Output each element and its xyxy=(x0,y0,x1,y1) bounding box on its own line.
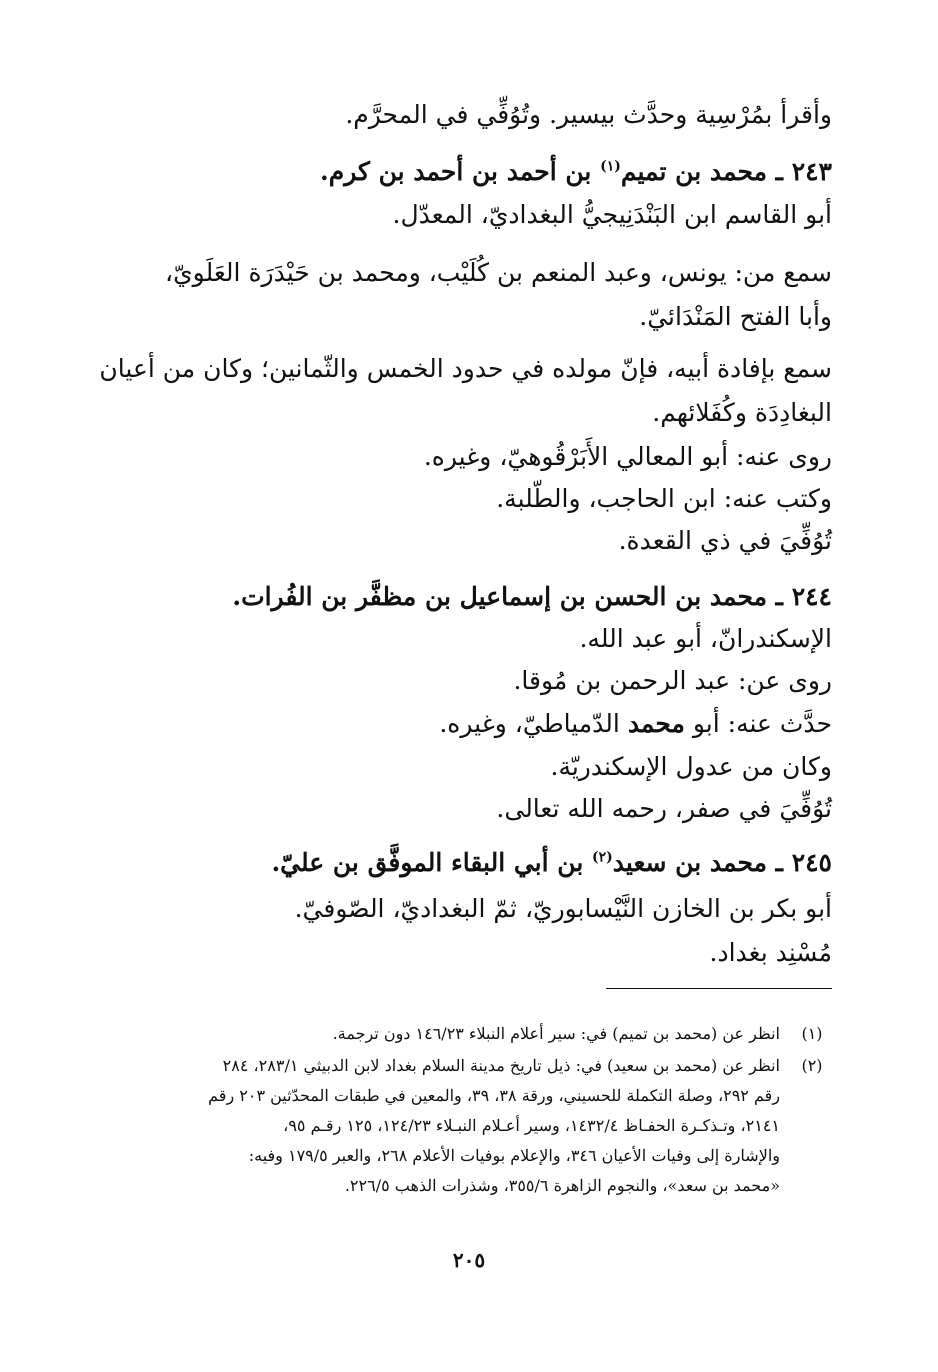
text-line: وكتب عنه: ابن الحاجب، والطّلبة. xyxy=(496,484,832,513)
footnote-ref[interactable]: (٢) xyxy=(592,849,613,866)
text-line: أبو القاسم ابن البَنْدَنِيجيُّ البغداديّ، المعدّل. xyxy=(392,200,832,229)
footnote-ref[interactable]: (١) xyxy=(600,158,621,175)
text-line: تُوُفِّيَ في ذي القعدة. xyxy=(618,526,832,555)
footnote-text: والإشارة إلى وفيات الأعيان ٣٤٦، والإعلام بوفيات الأعلام ٢٦٨، والعبر ١٧٩/٥ وفيه: xyxy=(248,1146,780,1165)
footnote-text: «محمد بن سعد»، والنجوم الزاهرة ٣٥٥/٦، وشذرات الذهب ٢٢٦/٥. xyxy=(344,1176,780,1195)
text-line: وأقرأ بمُرْسِية وحدَّث بيسير. وتُوُفِّي في المحرَّم. xyxy=(345,100,832,129)
entry-heading-244: ٢٤٤ ـ محمد بن الحسن بن إسماعيل بن مظفَّر بن الفُرات. xyxy=(232,582,832,611)
entry-title: ٢٤٥ ـ محمد بن سعيد xyxy=(612,848,832,877)
text-line: روى عنه: أبو المعالي الأَبَرْقُوهيّ، وغيره. xyxy=(423,442,832,471)
text-segment: الدّمياطيّ، وغيره. xyxy=(439,709,620,738)
text-line xyxy=(106,707,832,741)
text-line: وكان من عدول الإسكندريّة. xyxy=(550,752,832,781)
footnote-text: انظر عن (محمد بن تميم) في: سير أعلام النبلاء ١٤٦/٢٣ دون ترجمة. xyxy=(332,1024,780,1043)
text-line: البغادِدَة وكُفَلائهم. xyxy=(652,398,832,427)
text-segment-bold: محمد xyxy=(627,709,685,738)
text-line: روى عن: عبد الرحمن بن مُوقا. xyxy=(513,666,832,695)
footnote-text: رقم ٢٩٢، وصلة التكملة للحسيني، ورقة ٣٨، ٣٩، والمعين في طبقات المحدّثين ٢٠٣ رقم xyxy=(208,1086,780,1105)
page-number: ٢٠٥ xyxy=(452,1248,486,1272)
entry-title: ٢٤٣ ـ محمد بن تميم xyxy=(620,157,832,186)
text-line: الإسكندرانّ، أبو عبد الله. xyxy=(579,624,832,653)
footnote-text: انظر عن (محمد بن سعيد) في: ذيل تاريخ مدينة السلام بغداد لابن الدبيثي ٢٨٣/١، ٢٨٤ xyxy=(222,1056,780,1075)
text-line: وأبا الفتح المَنْدَائيّ. xyxy=(639,302,832,331)
entry-heading-243 xyxy=(106,155,832,189)
text-segment: حدَّث عنه: أبو xyxy=(692,709,832,738)
text-line: تُوُفِّيَ في صفر، رحمه الله تعالى. xyxy=(496,794,832,823)
text-line: سمع بإفادة أبيه، فإنّ مولده في حدود الخمس والثّمانين؛ وكان من أعيان xyxy=(99,354,832,383)
entry-heading-245 xyxy=(106,846,832,880)
footnote-text: ٢١٤١، وتـذكـرة الحفـاظ ١٤٣٢/٤، وسير أعـلام النبـلاء ١٢٤/٢٣، ١٢٥ رقـم ٩٥، xyxy=(283,1116,780,1135)
footnote-number: (٢) xyxy=(801,1056,823,1075)
text-line: سمع من: يونس، وعبد المنعم بن كُلَيْب، ومحمد بن حَيْدَرَة العَلَويّ، xyxy=(165,258,832,287)
text-line: أبو بكر بن الخازن النَّيْسابوريّ، ثمّ البغداديّ، الصّوفيّ. xyxy=(294,894,832,923)
entry-title-rest: بن أحمد بن أحمد بن كرم. xyxy=(320,157,592,186)
text-line: مُسْنِد بغداد. xyxy=(709,938,832,967)
footnote-separator xyxy=(606,988,832,989)
footnote-number: (١) xyxy=(801,1024,823,1043)
entry-title-rest: بن أبي البقاء الموفَّق بن عليّ. xyxy=(271,848,584,877)
